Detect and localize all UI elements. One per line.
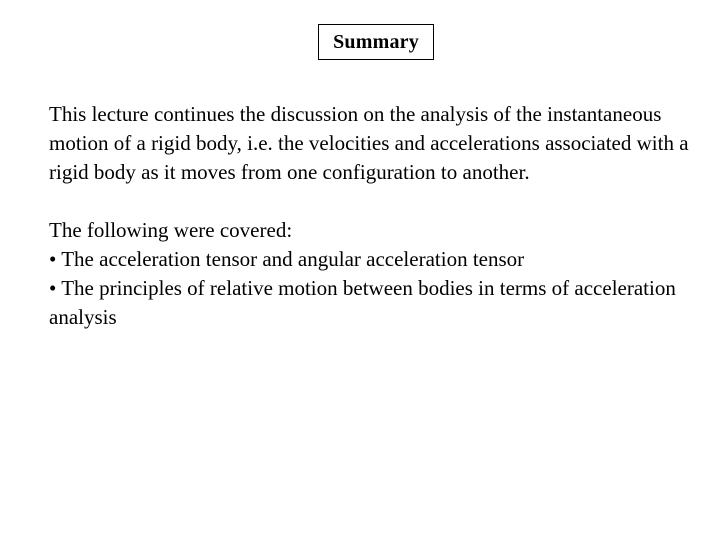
slide-title-text: Summary: [333, 30, 419, 53]
intro-paragraph: This lecture continues the discussion on the analysis of the instantaneous motion of a rigid body, i.e. the velocities and accelerations associated with a rigid body as it moves from one configuration to another.: [49, 102, 689, 184]
covered-heading: The following were covered:: [49, 218, 293, 242]
bullet-item: • The principles of relative motion between bodies in terms of acceleration analysis: [49, 276, 676, 329]
slide-body: [49, 100, 689, 332]
slide-title: [318, 24, 434, 60]
paragraph-spacer: [49, 187, 689, 216]
bullet-item: • The acceleration tensor and angular acceleration tensor: [49, 247, 525, 271]
